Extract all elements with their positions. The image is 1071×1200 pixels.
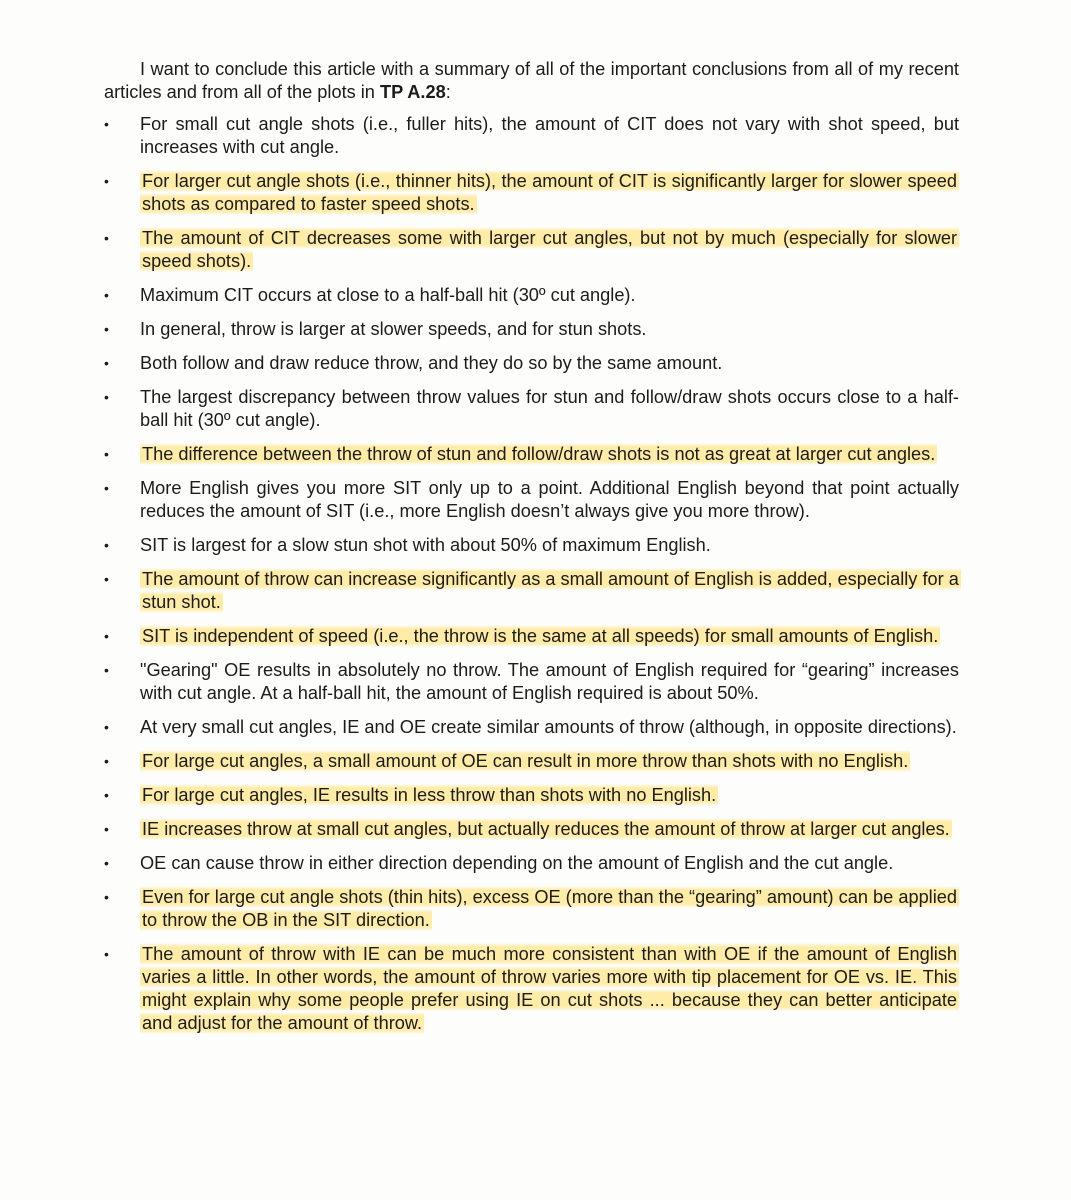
list-item — [104, 386, 959, 432]
list-item-text: For large cut angles, IE results in less throw than shots with no English. — [142, 785, 717, 805]
bullet-icon: • — [104, 821, 109, 837]
bullet-icon: • — [104, 628, 109, 644]
list-item — [104, 170, 959, 216]
bullet-icon: • — [104, 480, 109, 496]
bullet-icon: • — [104, 855, 109, 871]
list-item — [104, 943, 959, 1035]
bullet-icon: • — [104, 116, 109, 132]
list-item — [104, 784, 959, 807]
bullet-icon: • — [104, 287, 109, 303]
bullet-icon: • — [104, 321, 109, 337]
list-item — [104, 716, 959, 739]
list-item-text: OE can cause throw in either direction depending on the amount of English and the cut angle. — [140, 853, 894, 873]
bullet-icon: • — [104, 719, 109, 735]
list-item-text: SIT is independent of speed (i.e., the throw is the same at all speeds) for small amounts of English. — [142, 626, 939, 646]
list-item-text: Maximum CIT occurs at close to a half-ball hit (30º cut angle). — [140, 285, 636, 305]
bullet-icon: • — [104, 389, 109, 405]
list-item — [104, 659, 959, 705]
list-item — [104, 568, 959, 614]
intro-paragraph — [104, 58, 959, 104]
list-item — [104, 625, 959, 648]
bullet-icon: • — [104, 446, 109, 462]
list-item — [104, 227, 959, 273]
intro-text-before: I want to conclude this article with a summary of all of the important conclusions from all of my recent articles and from all of the plots in — [104, 59, 959, 102]
list-item — [104, 113, 959, 159]
list-item-text: More English gives you more SIT only up to a point. Additional English beyond that point actually reduces the amount of SIT (i.e., more English doesn’t always give you more throw). — [140, 478, 959, 521]
list-item — [104, 818, 959, 841]
bullet-icon: • — [104, 662, 109, 678]
list-item — [104, 318, 959, 341]
list-item-text: Even for large cut angle shots (thin hits), excess OE (more than the “gearing” amount) can be applied to throw the OB in the SIT direction. — [142, 887, 957, 930]
bullet-icon: • — [104, 537, 109, 553]
list-item-text: For large cut angles, a small amount of OE can result in more throw than shots with no English. — [142, 751, 909, 771]
list-item-text: The amount of CIT decreases some with larger cut angles, but not by much (especially for slower speed shots). — [142, 228, 957, 271]
list-item-text: In general, throw is larger at slower speeds, and for stun shots. — [140, 319, 647, 339]
list-item-text: The difference between the throw of stun and follow/draw shots is not as great at larger cut angles. — [142, 444, 936, 464]
list-item-text: For small cut angle shots (i.e., fuller hits), the amount of CIT does not vary with shot speed, but increases with cut angle. — [140, 114, 959, 157]
list-item — [104, 477, 959, 523]
bullet-icon: • — [104, 230, 109, 246]
intro-bold-ref: TP A.28 — [379, 82, 446, 102]
intro-text-after: : — [445, 82, 451, 102]
list-item — [104, 750, 959, 773]
list-item-text: The largest discrepancy between throw values for stun and follow/draw shots occurs close to a half-ball hit (30º cut angle). — [140, 387, 959, 430]
bullet-icon: • — [104, 946, 109, 962]
bullet-icon: • — [104, 753, 109, 769]
list-item-text: The amount of throw can increase significantly as a small amount of English is added, especially for a stun shot. — [142, 569, 959, 612]
list-item-text: SIT is largest for a slow stun shot with about 50% of maximum English. — [140, 535, 711, 555]
list-item — [104, 534, 959, 557]
bullet-icon: • — [104, 787, 109, 803]
list-item-text: Both follow and draw reduce throw, and they do so by the same amount. — [140, 353, 723, 373]
list-item-text: IE increases throw at small cut angles, but actually reduces the amount of throw at larger cut angles. — [142, 819, 950, 839]
list-item — [104, 352, 959, 375]
conclusions-list — [104, 113, 959, 1035]
list-item — [104, 852, 959, 875]
bullet-icon: • — [104, 571, 109, 587]
list-item-text: At very small cut angles, IE and OE create similar amounts of throw (although, in opposite directions). — [140, 717, 957, 737]
list-item — [104, 443, 959, 466]
list-item-text: The amount of throw with IE can be much more consistent than with OE if the amount of English varies a little. In other words, the amount of throw varies more with tip placement for OE vs. IE. This might explain why some people prefer using IE on cut shots ... because they can better anticipate and adjust for the amount of throw. — [142, 944, 957, 1033]
list-item — [104, 886, 959, 932]
bullet-icon: • — [104, 173, 109, 189]
bullet-icon: • — [104, 355, 109, 371]
list-item-text: For larger cut angle shots (i.e., thinner hits), the amount of CIT is significantly larger for slower speed shots as compared to faster speed shots. — [142, 171, 957, 214]
list-item-text: "Gearing" OE results in absolutely no throw. The amount of English required for “gearing” increases with cut angle. At a half-ball hit, the amount of English required is about 50%. — [140, 660, 959, 703]
list-item — [104, 284, 959, 307]
bullet-icon: • — [104, 889, 109, 905]
